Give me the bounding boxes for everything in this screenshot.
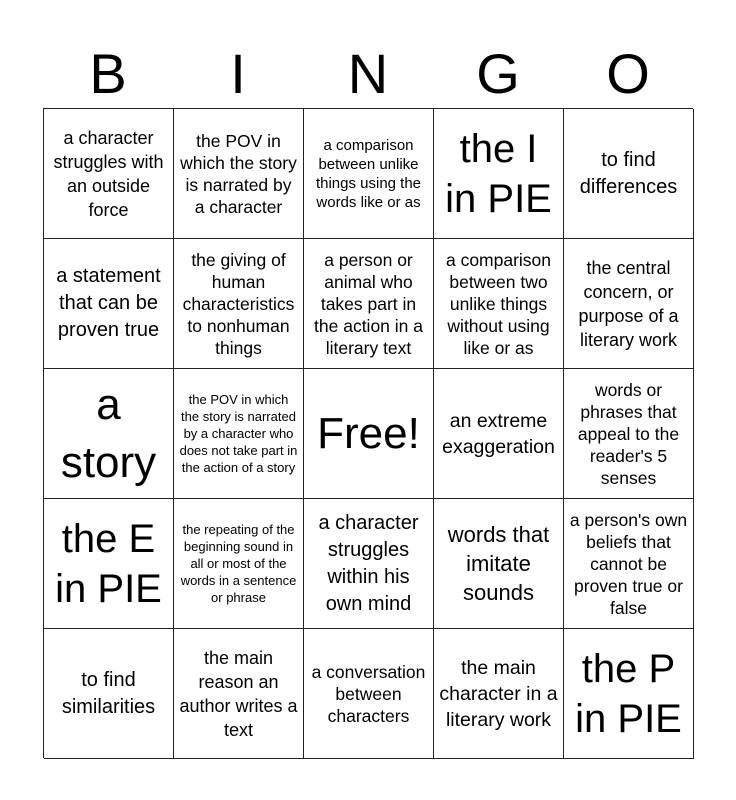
cell-text: to find similarities [61,668,156,718]
bingo-cell[interactable] [434,499,564,629]
bingo-grid [43,108,693,758]
cell-text: a comparison between two unlike things without using like or as [445,249,552,358]
bingo-cell[interactable] [174,239,304,369]
cell-text: a person or animal who takes part in the action in a literary text [314,249,423,358]
cell-text: the POV in which the story is narrated by a character who does not take part in the action of a story [179,392,298,475]
header-letter-b: B [89,42,127,105]
bingo-cell[interactable] [434,369,564,499]
bingo-header [43,40,693,108]
cell-text: words that imitate sounds [447,522,550,605]
cell-text: a statement that can be proven true [56,265,161,341]
header-letter-n: N [347,42,389,105]
cell-text: a story [60,379,157,487]
bingo-cell[interactable] [564,369,694,499]
cell-text: to find differences [579,148,678,198]
cell-text: a conversation between characters [311,661,426,726]
bingo-cell[interactable] [44,369,174,499]
bingo-cell-free[interactable] [304,369,434,499]
cell-text: the repeating of the beginning sound in all or most of the words in a sentence or phrase [180,522,297,605]
bingo-cell[interactable] [564,629,694,759]
cell-text: the main reason an author writes a text [179,647,298,740]
header-letter-o: O [606,42,650,105]
bingo-cell[interactable] [44,499,174,629]
cell-text: a comparison between unlike things using the words like or as [315,136,422,211]
cell-text: the E in PIE [55,516,162,611]
bingo-cell[interactable] [434,629,564,759]
bingo-cell[interactable] [174,369,304,499]
bingo-cell[interactable] [174,499,304,629]
bingo-cell[interactable] [174,629,304,759]
bingo-cell[interactable] [174,109,304,239]
cell-text: the P in PIE [575,646,682,741]
bingo-cell[interactable] [304,629,434,759]
cell-text: a character struggles with an outside force [53,127,164,220]
cell-text: a person's own beliefs that cannot be proven true or false [569,509,688,618]
cell-text: an extreme exaggeration [442,409,555,458]
cell-text: the POV in which the story is narrated by a character [180,130,297,217]
cell-text: the main character in a literary work [439,656,558,731]
free-space-label: Free! [317,408,420,458]
bingo-cell[interactable] [304,109,434,239]
header-letter-i: I [230,42,246,105]
bingo-cell[interactable] [564,499,694,629]
cell-text: the central concern, or purpose of a literary work [578,257,679,350]
cell-text: the giving of human characteristics to nonhuman things [182,249,295,358]
bingo-cell[interactable] [44,239,174,369]
bingo-cell[interactable] [434,239,564,369]
cell-text: words or phrases that appeal to the reader's 5 senses [577,379,680,488]
bingo-cell[interactable] [304,239,434,369]
bingo-cell[interactable] [304,499,434,629]
bingo-cell[interactable] [564,239,694,369]
cell-text: the I in PIE [445,126,552,221]
cell-text: a character struggles within his own mind [318,511,419,615]
bingo-cell[interactable] [44,629,174,759]
header-letter-g: G [476,42,520,105]
bingo-cell[interactable] [44,109,174,239]
bingo-cell[interactable] [564,109,694,239]
bingo-cell[interactable] [434,109,564,239]
